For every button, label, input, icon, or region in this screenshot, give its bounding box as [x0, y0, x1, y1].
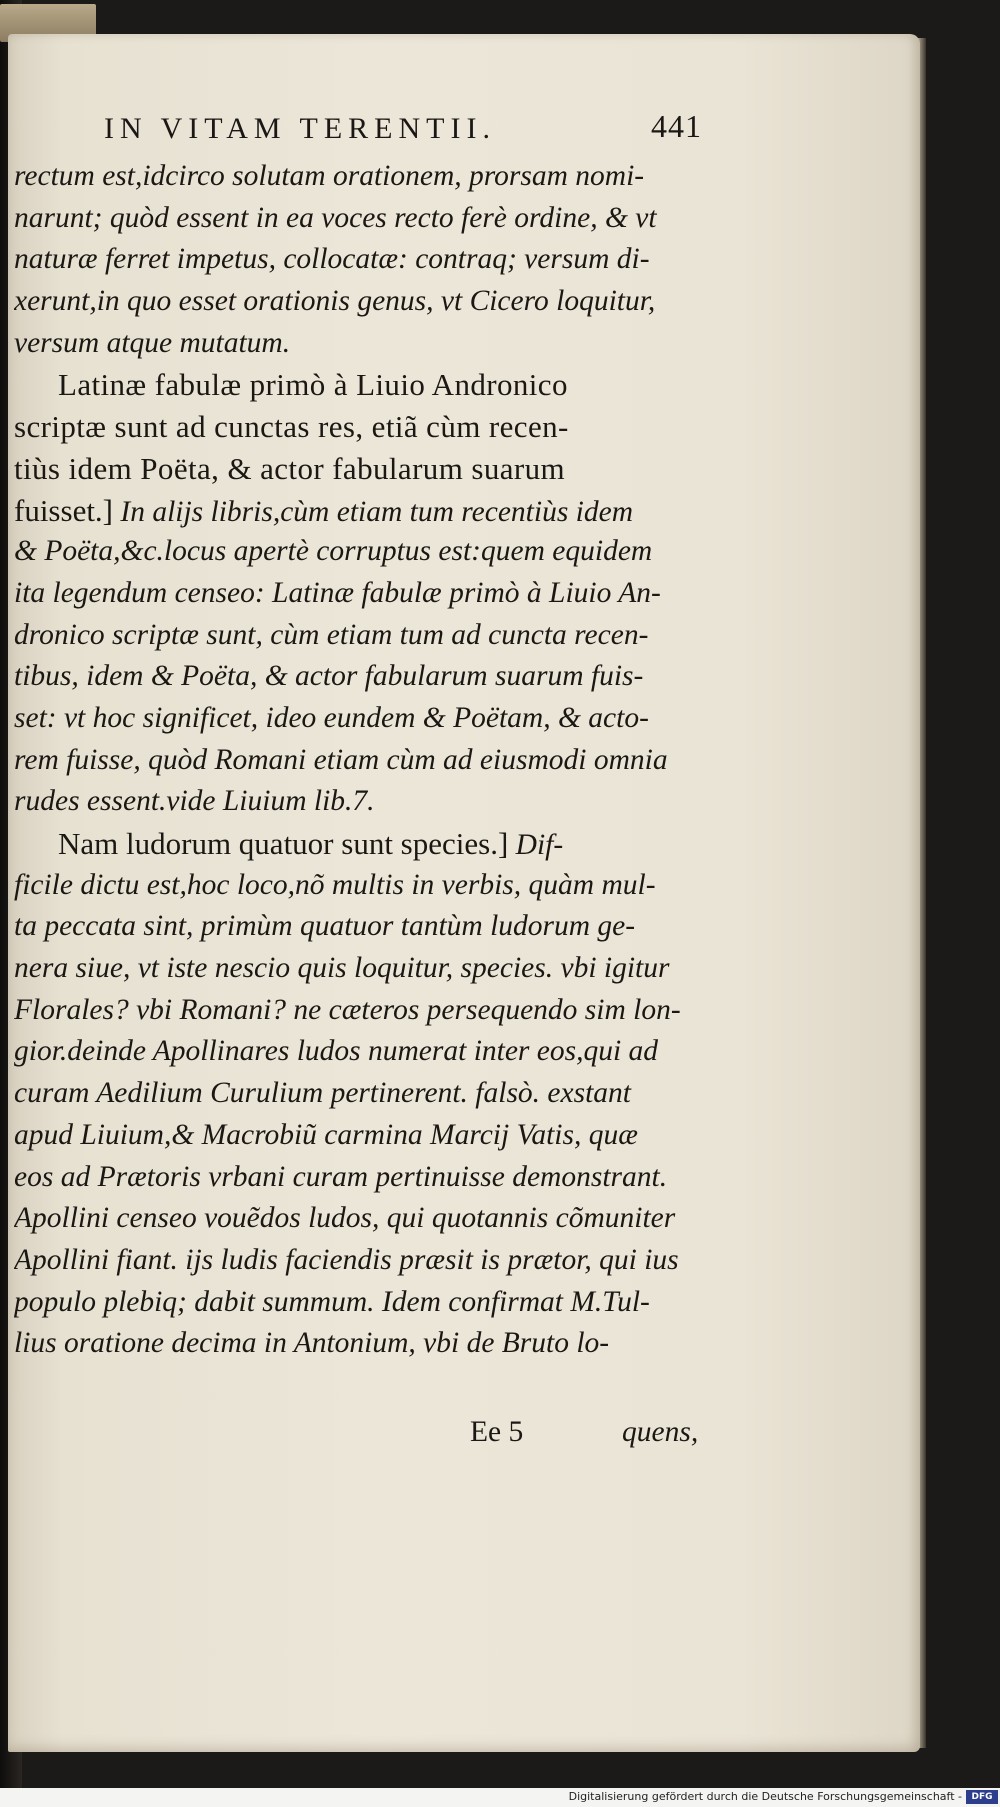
running-title: IN VITAM TERENTII. — [104, 112, 496, 145]
text-line: tibus, idem & Poëta, & actor fabularum suarum fuis- — [14, 660, 644, 693]
text-line: curam Aedilium Curulium pertinerent. falsò. exstant — [14, 1077, 631, 1110]
text-line: xerunt,in quo esset orationis genus, vt Cicero loquitur, — [14, 285, 656, 318]
text-line: populo plebiq; dabit summum. Idem confirmat M.Tul- — [14, 1285, 650, 1318]
text-line — [14, 490, 712, 532]
text-line: eos ad Prætoris vrbani curam pertinuisse demonstrant. — [14, 1160, 668, 1193]
text-line: lius oratione decima in Antonium, vbi de Bruto lo- — [14, 1327, 610, 1360]
text-line: Florales? vbi Romani? ne cæteros persequendo sim lon- — [14, 993, 681, 1026]
catchword: quens, — [622, 1416, 699, 1448]
commentary-text: Dif- — [508, 829, 564, 861]
text-line: nera siue, vt iste nescio quis loquitur, species. vbi igitur — [14, 952, 670, 985]
funding-credit: Digitalisierung gefördert durch die Deutsche Forschungsgemeinschaft - — [568, 1790, 962, 1803]
text-line: Apollini censeo vouẽdos ludos, qui quotannis cõmuniter — [14, 1202, 676, 1235]
text-line: ta peccata sint, primùm quatuor tantùm ludorum ge- — [14, 910, 636, 943]
text-line — [14, 823, 712, 865]
commentary-text: In alijs libris,cùm etiam tum recentiùs idem — [113, 495, 634, 528]
text-line: gior.deinde Apollinares ludos numerat inter eos,qui ad — [14, 1035, 659, 1068]
text-line: rectum est,idcirco solutam orationem, prorsam nomi- — [14, 160, 645, 192]
signature-mark: Ee 5 — [470, 1416, 524, 1448]
text-line: Latinæ fabulæ primò à Liuio Andronico — [58, 367, 568, 403]
text-line: narunt; quòd essent in ea voces recto ferè ordine, & vt — [14, 201, 657, 234]
digitization-footer — [0, 1788, 1000, 1807]
text-line: tiùs idem Poëta, & actor fabularum suarum — [14, 450, 566, 486]
body-text — [14, 156, 712, 1365]
text-line: set: vt hoc significet, ideo eundem & Poëtam, & acto- — [14, 701, 649, 734]
dfg-logo-badge: DFG — [966, 1790, 998, 1804]
text-line: scriptæ sunt ad cunctas res, etiã cùm recen- — [14, 409, 569, 445]
lemma-text: fuisset.] — [14, 492, 114, 528]
lemma-text: Nam ludorum quatuor sunt species.] — [58, 826, 509, 861]
text-line: ficile dictu est,hoc loco,nõ multis in verbis, quàm mul- — [14, 868, 656, 901]
text-line: naturæ ferret impetus, collocatæ: contraq; versum di- — [14, 243, 650, 276]
text-line: apud Liuium,& Macrobiũ carmina Marcij Vatis, quæ — [14, 1118, 638, 1151]
page-number: 441 — [651, 108, 702, 144]
text-line: versum atque mutatum. — [14, 326, 291, 359]
text-line: dronico scriptæ sunt, cùm etiam tum ad cuncta recen- — [14, 618, 649, 651]
text-line: rem fuisse, quòd Romani etiam cùm ad eiusmodi omnia — [14, 743, 668, 776]
text-line: rudes essent.vide Liuium lib.7. — [14, 785, 375, 818]
text-line: ita legendum censeo: Latinæ fabulæ primò à Liuio An- — [14, 576, 661, 609]
text-line: Apollini fiant. ijs ludis faciendis præsit is prætor, qui ius — [14, 1243, 679, 1276]
running-header — [104, 108, 704, 152]
text-line: & Poëta,&c.locus apertè corruptus est:quem equidem — [14, 535, 653, 568]
